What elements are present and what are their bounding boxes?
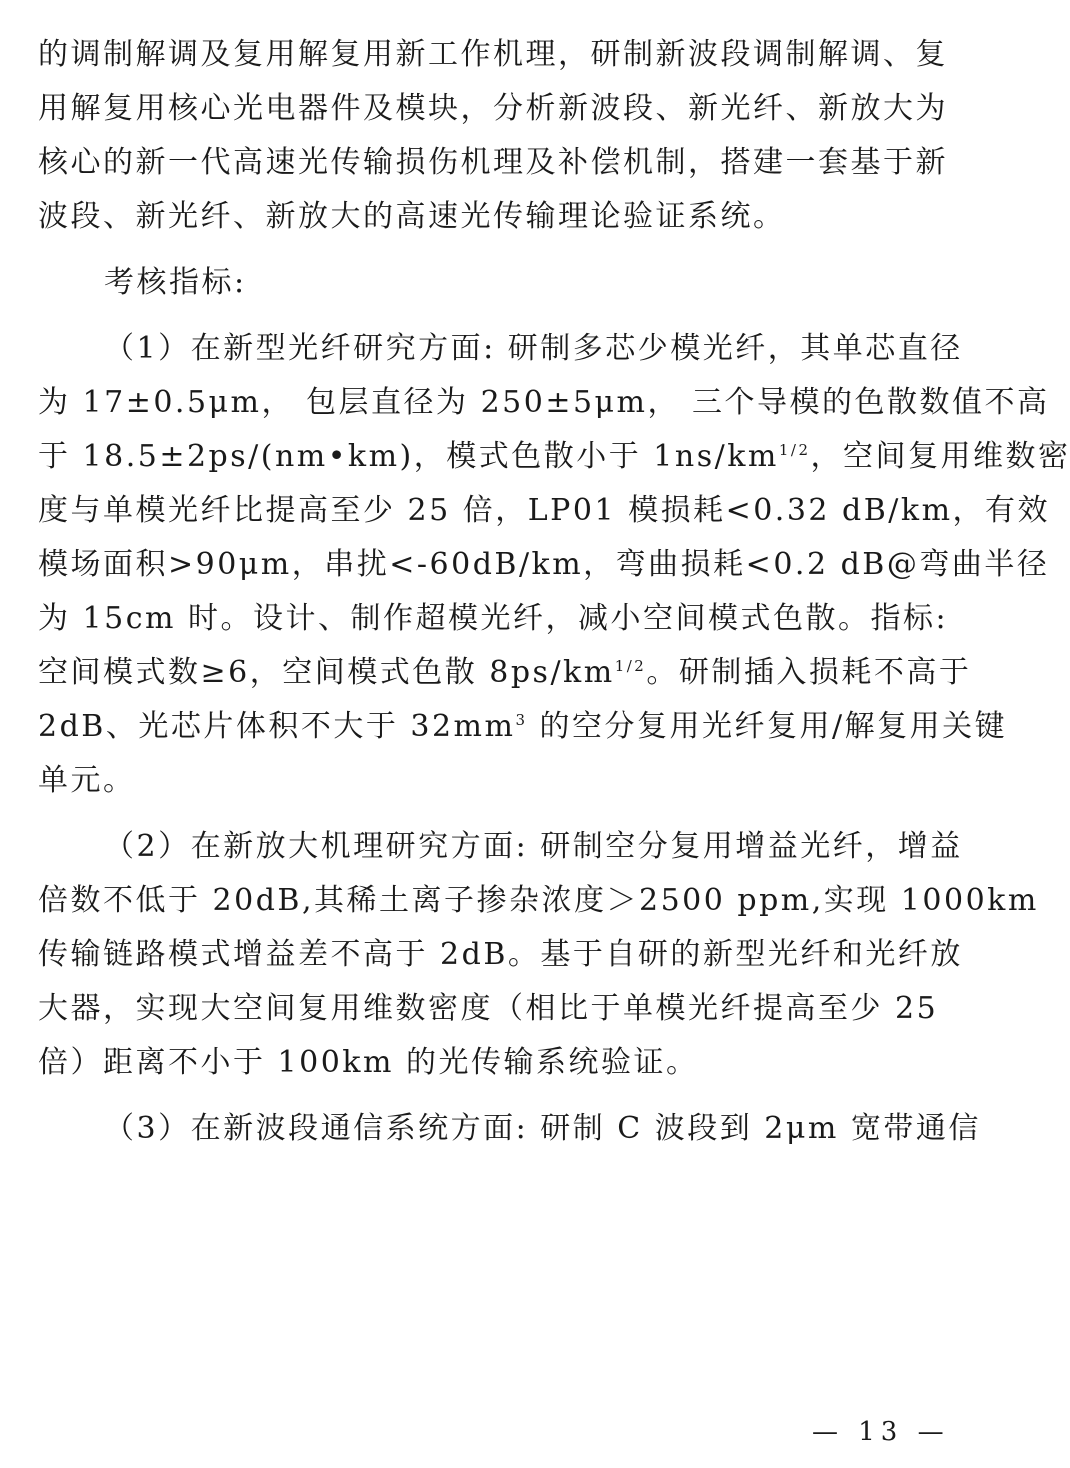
metric-item-1 <box>38 322 1070 808</box>
document-body <box>38 28 1070 1156</box>
text-line: （2）在新放大机理研究方面: 研制空分复用增益光纤，增益 <box>104 829 963 864</box>
text-segment: 。研制插入损耗不高于 <box>646 655 972 690</box>
text-line: 为 15cm 时。设计、制作超模光纤，减小空间模式色散。指标: <box>38 601 949 636</box>
text-line: 单元。 <box>38 763 136 798</box>
superscript: 3 <box>515 711 528 729</box>
superscript: 1/2 <box>778 441 811 459</box>
text-line: 波段、新光纤、新放大的高速光传输理论验证系统。 <box>38 199 786 234</box>
text-segment: ，空间复用维数密 <box>810 439 1070 474</box>
intro-paragraph <box>38 28 966 244</box>
text-line: 传输链路模式增益差不高于 2dB。基于自研的新型光纤和光纤放 <box>38 937 963 972</box>
text-line: 倍）距离不小于 100km 的光传输系统验证。 <box>38 1045 699 1080</box>
text-line: 倍数不低于 20dB,其稀土离子掺杂浓度＞2500 ppm,实现 1000km <box>38 883 1039 918</box>
text-segment: 于 18.5±2ps/(nm•km)，模式色散小于 1ns/km <box>38 439 779 474</box>
metric-item-2 <box>38 820 1039 1090</box>
text-line: 大器，实现大空间复用维数密度（相比于单模光纤提高至少 25 <box>38 991 939 1026</box>
text-line: 核心的新一代高速光传输损伤机理及补偿机制，搭建一套基于新 <box>38 145 948 180</box>
text-segment: 空间模式数≥6，空间模式色散 8ps/km <box>38 655 615 690</box>
metrics-heading: 考核指标: <box>104 265 247 300</box>
metric-item-3 <box>38 1102 981 1156</box>
text-line: （1）在新型光纤研究方面: 研制多芯少模光纤，其单芯直径 <box>104 331 963 366</box>
text-line: 为 17±0.5μm， 包层直径为 250±5μm， 三个导模的色散数值不高 <box>38 385 1050 420</box>
text-line: （3）在新波段通信系统方面: 研制 C 波段到 2μm 宽带通信 <box>104 1111 981 1146</box>
text-line: 度与单模光纤比提高至少 25 倍，LP01 模损耗<0.32 dB/km，有效 <box>38 493 1051 528</box>
text-segment: 2dB、光芯片体积不大于 32mm <box>38 709 516 744</box>
text-line <box>38 430 1070 484</box>
text-line: 模场面积>90μm，串扰<-60dB/km，弯曲损耗<0.2 dB@弯曲半径 <box>38 547 1050 582</box>
page-number: — 13 — <box>812 1417 950 1447</box>
text-line <box>38 646 972 700</box>
superscript: 1/2 <box>614 657 647 675</box>
text-line <box>38 700 1008 754</box>
text-segment: 的空分复用光纤复用/解复用关键 <box>527 709 1008 744</box>
text-line: 的调制解调及复用解复用新工作机理，研制新波段调制解调、复 <box>38 37 948 72</box>
text-line: 用解复用核心光电器件及模块，分析新波段、新光纤、新放大为 <box>38 91 948 126</box>
